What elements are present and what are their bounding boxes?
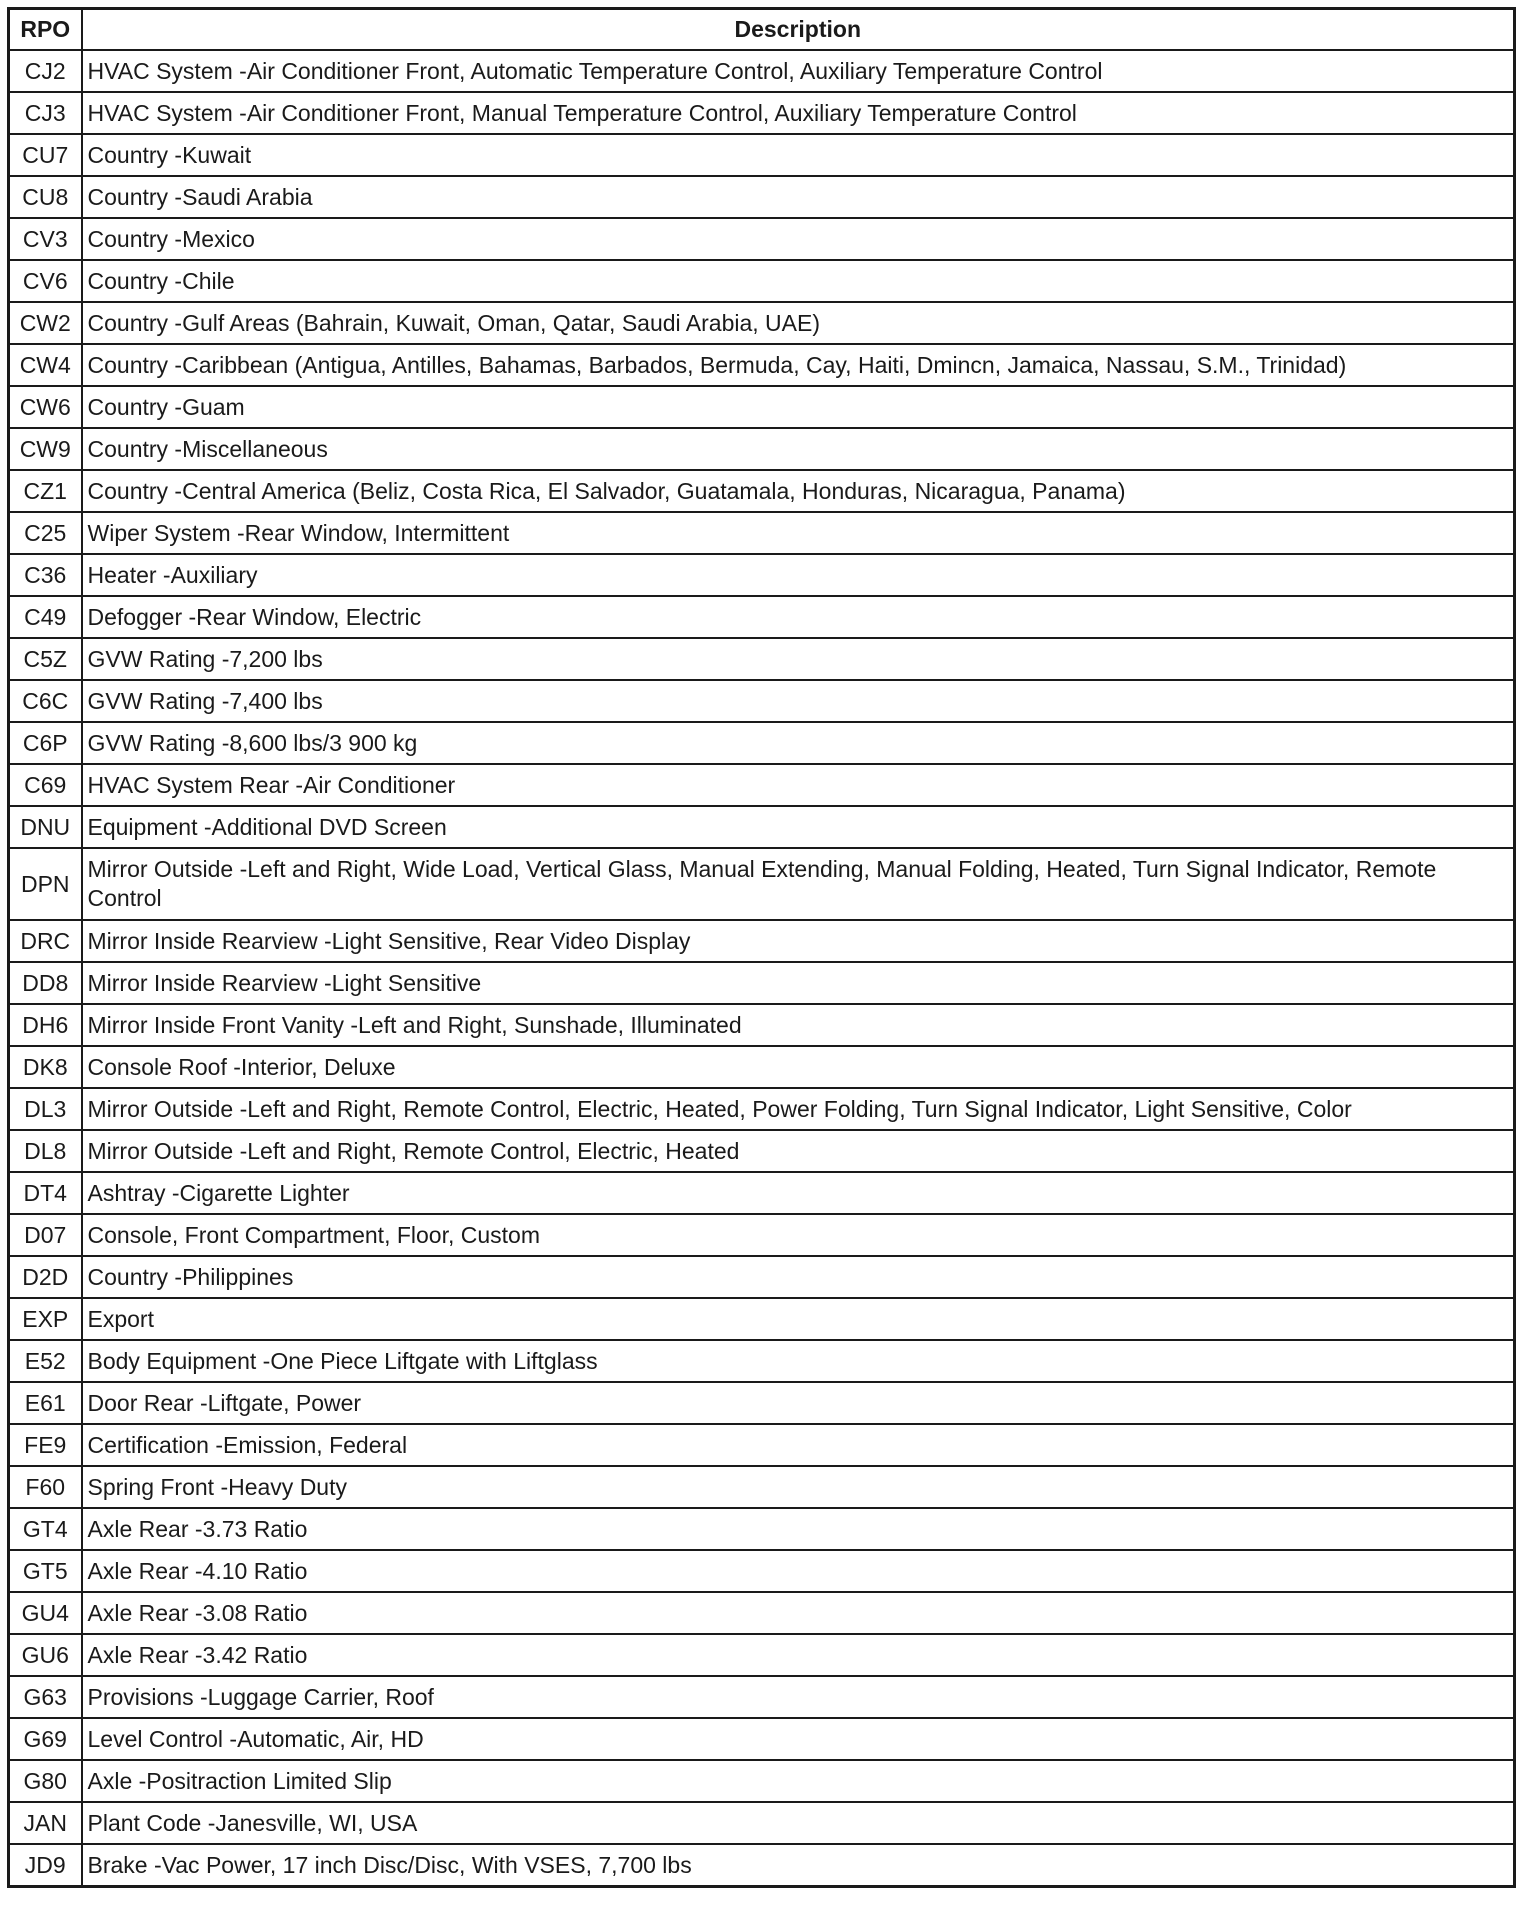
description-cell: GVW Rating -7,400 lbs <box>82 680 1515 722</box>
description-cell: Country -Saudi Arabia <box>82 176 1515 218</box>
rpo-code-cell: FE9 <box>9 1424 82 1466</box>
description-cell: Mirror Outside -Left and Right, Remote Control, Electric, Heated <box>82 1130 1515 1172</box>
description-cell: HVAC System -Air Conditioner Front, Automatic Temperature Control, Auxiliary Temperature Control <box>82 50 1515 92</box>
description-cell: Level Control -Automatic, Air, HD <box>82 1718 1515 1760</box>
description-cell: Brake -Vac Power, 17 inch Disc/Disc, With VSES, 7,700 lbs <box>82 1844 1515 1887</box>
table-row <box>9 962 1515 1004</box>
rpo-code-cell: F60 <box>9 1466 82 1508</box>
description-cell: GVW Rating -7,200 lbs <box>82 638 1515 680</box>
table-row <box>9 218 1515 260</box>
description-cell: Axle -Positraction Limited Slip <box>82 1760 1515 1802</box>
description-cell: Axle Rear -3.73 Ratio <box>82 1508 1515 1550</box>
rpo-code-cell: G69 <box>9 1718 82 1760</box>
description-cell: HVAC System Rear -Air Conditioner <box>82 764 1515 806</box>
description-cell: Console, Front Compartment, Floor, Custom <box>82 1214 1515 1256</box>
table-row <box>9 764 1515 806</box>
description-cell: Country -Gulf Areas (Bahrain, Kuwait, Oman, Qatar, Saudi Arabia, UAE) <box>82 302 1515 344</box>
rpo-code-cell: CV3 <box>9 218 82 260</box>
table-row <box>9 512 1515 554</box>
rpo-code-cell: DT4 <box>9 1172 82 1214</box>
rpo-code-cell: GU6 <box>9 1634 82 1676</box>
rpo-code-cell: D07 <box>9 1214 82 1256</box>
table-row <box>9 176 1515 218</box>
rpo-code-cell: DD8 <box>9 962 82 1004</box>
rpo-code-cell: JD9 <box>9 1844 82 1887</box>
table-row <box>9 1550 1515 1592</box>
column-header-description: Description <box>82 9 1515 51</box>
rpo-code-cell: DPN <box>9 848 82 920</box>
table-row <box>9 722 1515 764</box>
description-cell: Country -Mexico <box>82 218 1515 260</box>
description-cell: Mirror Inside Rearview -Light Sensitive, Rear Video Display <box>82 920 1515 962</box>
table-row <box>9 1760 1515 1802</box>
description-cell: Door Rear -Liftgate, Power <box>82 1382 1515 1424</box>
description-cell: Mirror Outside -Left and Right, Remote Control, Electric, Heated, Power Folding, Turn Signal Indicator, Light Sensitive, Color <box>82 1088 1515 1130</box>
rpo-code-cell: DL8 <box>9 1130 82 1172</box>
description-cell: Country -Miscellaneous <box>82 428 1515 470</box>
table-row <box>9 1634 1515 1676</box>
table-row <box>9 1382 1515 1424</box>
rpo-code-cell: G63 <box>9 1676 82 1718</box>
rpo-code-cell: C25 <box>9 512 82 554</box>
table-row <box>9 1004 1515 1046</box>
table-row <box>9 1088 1515 1130</box>
description-cell: Body Equipment -One Piece Liftgate with Liftglass <box>82 1340 1515 1382</box>
description-cell: Provisions -Luggage Carrier, Roof <box>82 1676 1515 1718</box>
rpo-code-cell: DRC <box>9 920 82 962</box>
rpo-code-cell: CU7 <box>9 134 82 176</box>
rpo-code-cell: G80 <box>9 1760 82 1802</box>
description-cell: GVW Rating -8,600 lbs/3 900 kg <box>82 722 1515 764</box>
table-body <box>9 50 1515 1887</box>
rpo-code-cell: GT5 <box>9 1550 82 1592</box>
column-header-rpo: RPO <box>9 9 82 51</box>
description-cell: Country -Chile <box>82 260 1515 302</box>
description-cell: Console Roof -Interior, Deluxe <box>82 1046 1515 1088</box>
rpo-code-cell: C5Z <box>9 638 82 680</box>
table-row <box>9 1172 1515 1214</box>
table-header <box>9 9 1515 51</box>
rpo-code-cell: C49 <box>9 596 82 638</box>
table-row <box>9 428 1515 470</box>
table-row <box>9 1676 1515 1718</box>
rpo-code-cell: E61 <box>9 1382 82 1424</box>
table-row <box>9 1844 1515 1887</box>
description-cell: Axle Rear -3.42 Ratio <box>82 1634 1515 1676</box>
rpo-code-cell: GT4 <box>9 1508 82 1550</box>
description-cell: Spring Front -Heavy Duty <box>82 1466 1515 1508</box>
description-cell: Heater -Auxiliary <box>82 554 1515 596</box>
table-row <box>9 596 1515 638</box>
table-row <box>9 1508 1515 1550</box>
table-row <box>9 806 1515 848</box>
rpo-code-cell: CV6 <box>9 260 82 302</box>
description-cell: Wiper System -Rear Window, Intermittent <box>82 512 1515 554</box>
table-row <box>9 1298 1515 1340</box>
rpo-code-cell: CW4 <box>9 344 82 386</box>
rpo-code-cell: CW2 <box>9 302 82 344</box>
table-row <box>9 1466 1515 1508</box>
rpo-code-cell: DNU <box>9 806 82 848</box>
table-row <box>9 386 1515 428</box>
description-cell: Ashtray -Cigarette Lighter <box>82 1172 1515 1214</box>
description-cell: Mirror Inside Rearview -Light Sensitive <box>82 962 1515 1004</box>
table-row <box>9 344 1515 386</box>
description-cell: HVAC System -Air Conditioner Front, Manual Temperature Control, Auxiliary Temperature Control <box>82 92 1515 134</box>
description-cell: Plant Code -Janesville, WI, USA <box>82 1802 1515 1844</box>
description-cell: Country -Central America (Beliz, Costa Rica, El Salvador, Guatamala, Honduras, Nicaragua, Panama) <box>82 470 1515 512</box>
rpo-code-cell: EXP <box>9 1298 82 1340</box>
description-cell: Defogger -Rear Window, Electric <box>82 596 1515 638</box>
table-row <box>9 1592 1515 1634</box>
rpo-code-cell: GU4 <box>9 1592 82 1634</box>
description-cell: Equipment -Additional DVD Screen <box>82 806 1515 848</box>
table-row <box>9 50 1515 92</box>
table-row <box>9 848 1515 920</box>
description-cell: Certification -Emission, Federal <box>82 1424 1515 1466</box>
table-row <box>9 920 1515 962</box>
rpo-code-cell: DL3 <box>9 1088 82 1130</box>
table-row <box>9 638 1515 680</box>
rpo-code-cell: C6C <box>9 680 82 722</box>
table-row <box>9 1214 1515 1256</box>
description-cell: Country -Kuwait <box>82 134 1515 176</box>
header-row <box>9 9 1515 51</box>
table-row <box>9 1802 1515 1844</box>
rpo-code-cell: CJ2 <box>9 50 82 92</box>
rpo-code-cell: CW9 <box>9 428 82 470</box>
rpo-code-cell: DH6 <box>9 1004 82 1046</box>
table-row <box>9 1046 1515 1088</box>
table-row <box>9 302 1515 344</box>
table-row <box>9 1718 1515 1760</box>
table-row <box>9 134 1515 176</box>
rpo-code-cell: CW6 <box>9 386 82 428</box>
table-row <box>9 470 1515 512</box>
table-row <box>9 1256 1515 1298</box>
table-row <box>9 1130 1515 1172</box>
table-row <box>9 92 1515 134</box>
table-row <box>9 260 1515 302</box>
rpo-code-cell: DK8 <box>9 1046 82 1088</box>
description-cell: Export <box>82 1298 1515 1340</box>
rpo-table <box>7 7 1516 1888</box>
rpo-code-cell: CU8 <box>9 176 82 218</box>
table-row <box>9 1340 1515 1382</box>
description-cell: Mirror Inside Front Vanity -Left and Right, Sunshade, Illuminated <box>82 1004 1515 1046</box>
table-row <box>9 680 1515 722</box>
description-cell: Country -Caribbean (Antigua, Antilles, Bahamas, Barbados, Bermuda, Cay, Haiti, Dmincn, Jamaica, Nassau, S.M., Trinidad) <box>82 344 1515 386</box>
rpo-code-cell: C36 <box>9 554 82 596</box>
rpo-code-cell: D2D <box>9 1256 82 1298</box>
description-cell: Axle Rear -3.08 Ratio <box>82 1592 1515 1634</box>
rpo-code-cell: CZ1 <box>9 470 82 512</box>
rpo-code-cell: JAN <box>9 1802 82 1844</box>
rpo-code-cell: CJ3 <box>9 92 82 134</box>
table-row <box>9 1424 1515 1466</box>
description-cell: Axle Rear -4.10 Ratio <box>82 1550 1515 1592</box>
rpo-code-cell: E52 <box>9 1340 82 1382</box>
rpo-code-cell: C69 <box>9 764 82 806</box>
rpo-code-cell: C6P <box>9 722 82 764</box>
description-cell: Country -Philippines <box>82 1256 1515 1298</box>
description-cell: Mirror Outside -Left and Right, Wide Load, Vertical Glass, Manual Extending, Manual Folding, Heated, Turn Signal Indicator, Remote Control <box>82 848 1515 920</box>
table-row <box>9 554 1515 596</box>
description-cell: Country -Guam <box>82 386 1515 428</box>
